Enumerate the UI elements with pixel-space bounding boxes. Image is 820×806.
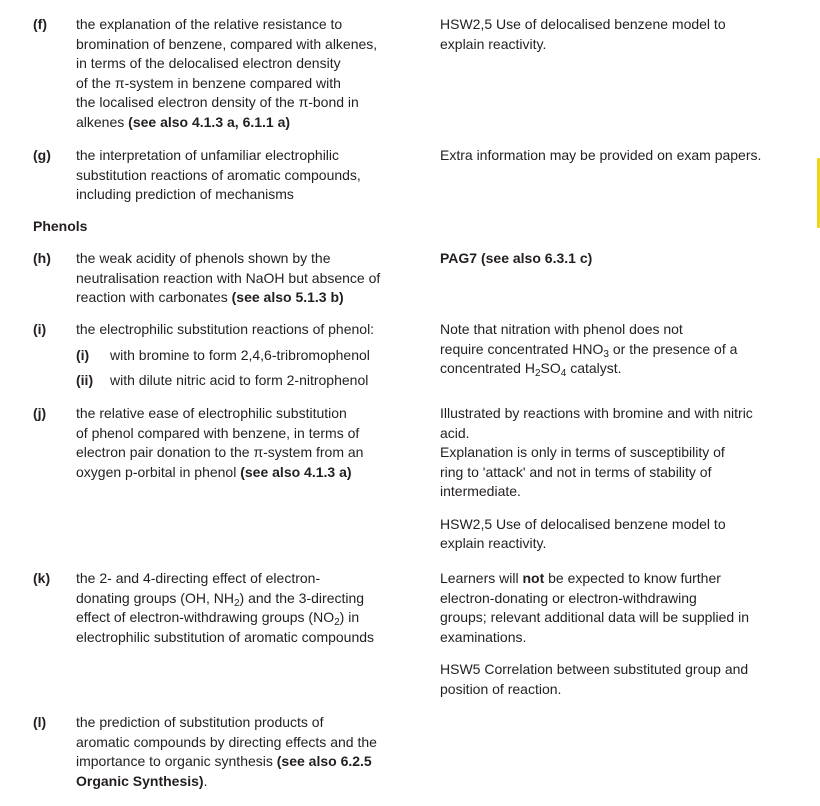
text-line: aromatic compounds by directing effects and the	[76, 733, 377, 750]
text-line	[76, 288, 421, 308]
sub-item	[76, 371, 421, 391]
sub-item-text: with bromine to form 2,4,6-tribromophenol	[110, 346, 370, 363]
item-label: (f)	[33, 16, 47, 32]
text-line: of phenol compared with benzene, in terms of	[76, 424, 360, 441]
text-line: HSW2,5 Use of delocalised benzene model to	[440, 16, 726, 32]
text-fragment: alkenes	[76, 113, 129, 130]
subscript: 3	[603, 348, 609, 360]
text-line: explain reactivity.	[440, 535, 547, 551]
item-label: (l)	[33, 714, 47, 730]
item-text	[76, 15, 421, 132]
text-line	[76, 589, 421, 609]
text-line: electron pair donation to the π-system from an	[76, 444, 364, 460]
text-line	[76, 463, 421, 483]
item-text	[76, 569, 421, 647]
item-label: (g)	[33, 147, 51, 163]
text-line: including prediction of mechanisms	[76, 186, 294, 202]
item-text	[76, 320, 421, 391]
text-fragment: or the presence of a	[608, 340, 738, 357]
text-fragment: SO	[540, 360, 561, 376]
text-line: the relative ease of electrophilic substitution	[76, 405, 347, 421]
text-line: in terms of the delocalised electron density	[76, 55, 341, 71]
text-line: electron-donating or electron-withdrawing	[440, 589, 697, 606]
text-line: the 2- and 4-directing effect of electron-	[76, 570, 321, 586]
text-line: HSW5 Correlation between substituted group and	[440, 661, 749, 677]
subscript: 2	[233, 597, 240, 609]
guidance-text: PAG7 (see also 6.3.1 c)	[440, 250, 593, 266]
text-line: the prediction of substitution products of	[76, 714, 324, 730]
text-line	[76, 752, 421, 772]
text-line: groups; relevant additional data will be supplied in	[440, 609, 749, 625]
text-fragment: concentrated H	[440, 360, 535, 376]
guidance-text	[440, 404, 800, 554]
text-fragment: ) and the 3-directing	[239, 589, 365, 606]
text-line	[76, 772, 421, 792]
text-line: bromination of benzene, compared with alkenes,	[76, 35, 378, 52]
text-line: acid.	[440, 424, 470, 441]
text-line: intermediate.	[440, 483, 521, 499]
subscript: 2	[534, 368, 541, 379]
item-text	[76, 713, 421, 791]
sub-item-label: (ii)	[76, 372, 94, 388]
cross-reference: (see also 4.1.3 a)	[240, 463, 352, 480]
cross-reference: (see also 4.1.3 a, 6.1.1 a)	[128, 113, 291, 130]
text-fragment: catalyst.	[566, 360, 622, 376]
text-fragment: be expected to know further	[544, 570, 721, 586]
text-line: position of reaction.	[440, 680, 562, 697]
text-line	[440, 359, 800, 379]
text-fragment: effect of electron-withdrawing groups (NO	[76, 609, 335, 625]
item-label: (j)	[33, 405, 47, 421]
sub-item-label: (i)	[76, 346, 90, 363]
cross-reference: (see also 6.2.5	[276, 753, 372, 769]
text-line: Note that nitration with phenol does not	[440, 321, 683, 337]
item-label: (i)	[33, 321, 47, 337]
text-line: electrophilic substitution of aromatic compounds	[76, 628, 375, 645]
guidance-text: Extra information may be provided on exam papers.	[440, 147, 762, 163]
text-line: Illustrated by reactions with bromine and with nitric	[440, 405, 753, 421]
text-line: ring to 'attack' and not in terms of stability of	[440, 463, 712, 480]
text-fragment: Learners will	[440, 570, 523, 586]
text-fragment: .	[203, 772, 208, 789]
sub-item-text: with dilute nitric acid to form 2-nitrophenol	[110, 372, 369, 388]
subscript: 2	[334, 617, 340, 628]
cross-reference: Organic Synthesis)	[76, 772, 204, 789]
text-fragment: ) in	[339, 609, 360, 625]
text-line: the weak acidity of phenols shown by the	[76, 250, 331, 266]
guidance-text	[440, 569, 800, 699]
text-fragment: donating groups (OH, NH	[76, 589, 234, 606]
text-line: the interpretation of unfamiliar electrophilic	[76, 147, 340, 163]
text-line: explain reactivity.	[440, 35, 547, 52]
text-line: examinations.	[440, 628, 527, 645]
text-line: the localised electron density of the π-bond in	[76, 94, 359, 110]
emphasis: not	[522, 570, 545, 586]
text-line: the electrophilic substitution reactions of phenol:	[76, 321, 375, 337]
text-line: substitution reactions of aromatic compounds,	[76, 166, 361, 183]
text-line: of the π-system in benzene compared with	[76, 74, 341, 91]
text-line	[440, 340, 800, 360]
text-line	[76, 113, 421, 133]
text-line: Explanation is only in terms of susceptibility of	[440, 444, 725, 460]
guidance-text	[440, 320, 800, 379]
item-text	[76, 404, 421, 482]
sub-item	[76, 346, 421, 366]
text-line: neutralisation reaction with NaOH but absence of	[76, 269, 381, 286]
text-fragment: reaction with carbonates	[76, 289, 232, 305]
guidance-text	[440, 15, 800, 54]
text-line: the explanation of the relative resistance to	[76, 16, 343, 32]
item-label: (k)	[33, 570, 51, 586]
cross-reference: (see also 5.1.3 b)	[231, 289, 344, 305]
item-text	[76, 146, 421, 205]
item-label: (h)	[33, 250, 51, 266]
text-fragment: require concentrated HNO	[440, 340, 604, 357]
text-line	[76, 608, 421, 628]
item-text	[76, 249, 421, 308]
text-fragment: importance to organic synthesis	[76, 753, 277, 769]
text-line: HSW2,5 Use of delocalised benzene model to	[440, 515, 726, 532]
subscript: 4	[560, 368, 567, 379]
section-heading: Phenols	[33, 218, 88, 234]
text-line	[440, 569, 800, 589]
text-fragment: oxygen p-orbital in phenol	[76, 463, 241, 480]
